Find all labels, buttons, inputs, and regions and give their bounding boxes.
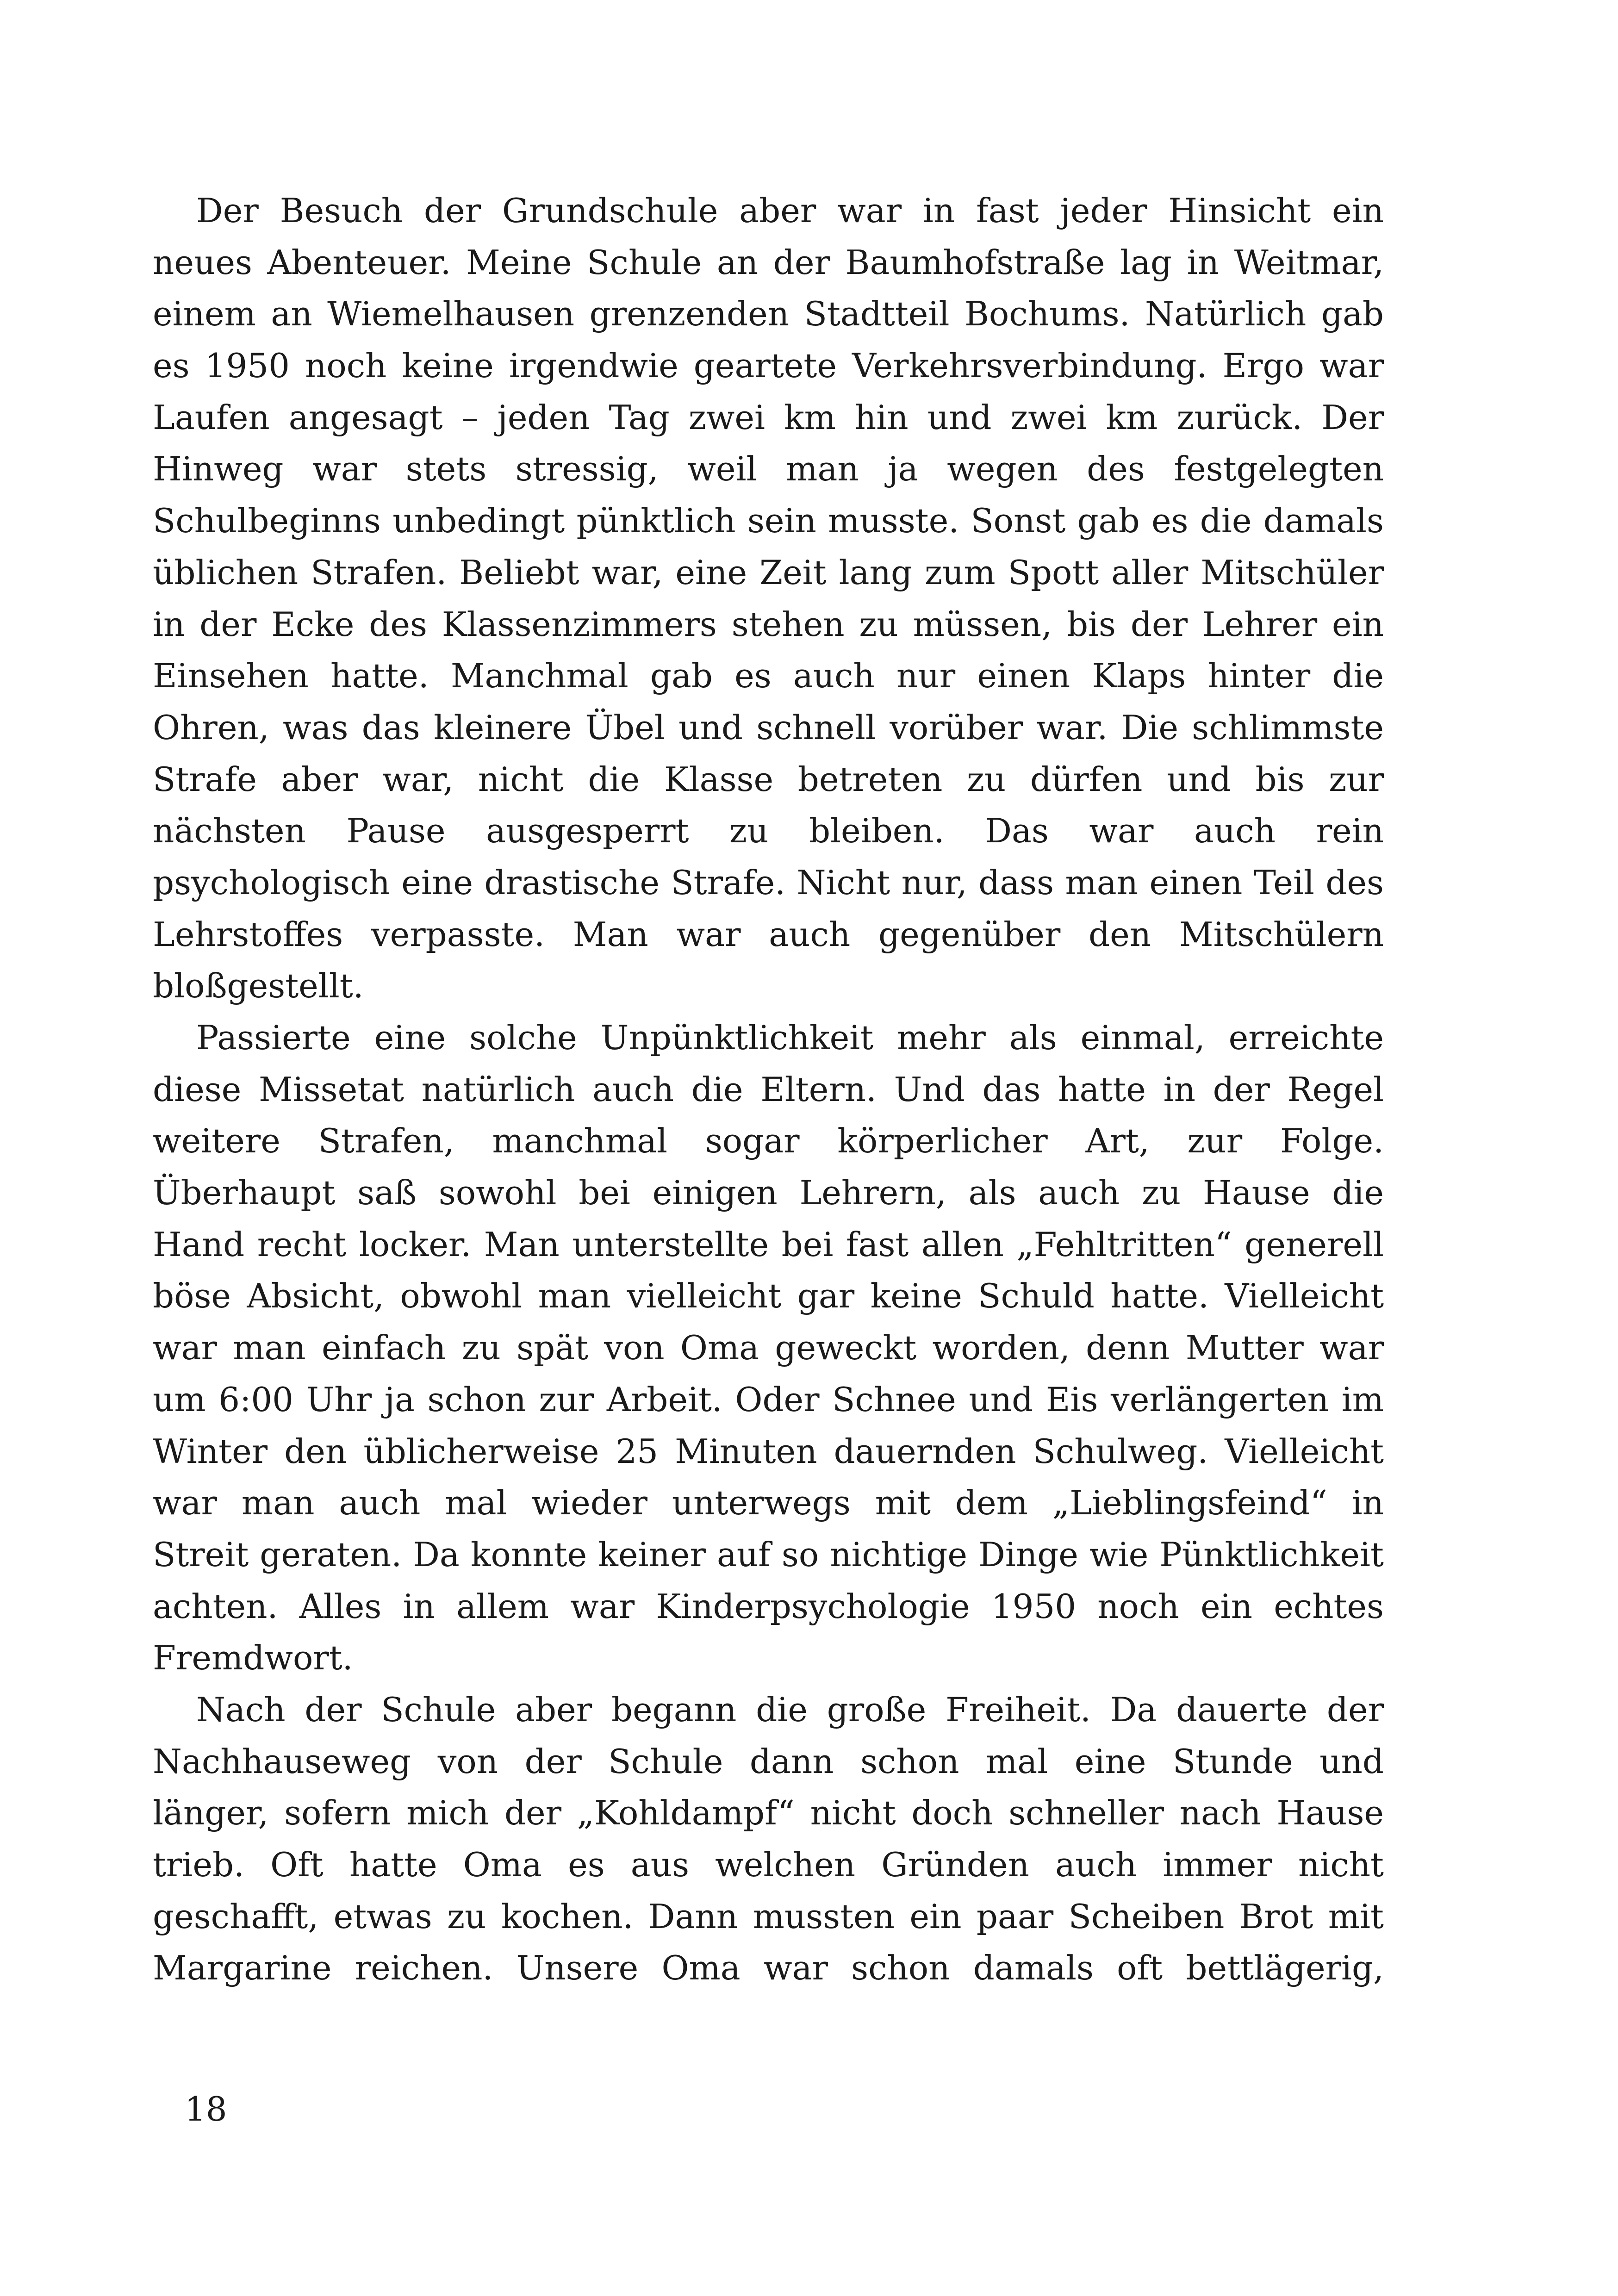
text-line: Schulbeginns unbedingt pünktlich sein musste. Sonst gab es die damals bbox=[153, 501, 1384, 541]
text-line: weitere Strafen, manchmal sogar körperlicher Art, zur Folge. bbox=[153, 1121, 1384, 1161]
text-line: Einsehen hatte. Manchmal gab es auch nur einen Klaps hinter die bbox=[153, 656, 1384, 696]
text-line: Hand recht locker. Man unterstellte bei fast allen „Fehltritten“ generell bbox=[153, 1225, 1384, 1264]
text-line: Streit geraten. Da konnte keiner auf so nichtige Dinge wie Pünktlichkeit bbox=[153, 1535, 1384, 1574]
text-line: einem an Wiemelhausen grenzenden Stadtteil Bochums. Natürlich gab bbox=[153, 294, 1384, 334]
paragraph bbox=[153, 1684, 1384, 1994]
text-line: psychologisch eine drastische Strafe. Nicht nur, dass man einen Teil des bbox=[153, 863, 1384, 902]
text-line: neues Abenteuer. Meine Schule an der Baumhofstraße lag in Weitmar, bbox=[153, 243, 1384, 282]
body-text bbox=[153, 185, 1384, 1994]
text-line: Passierte eine solche Unpünktlichkeit mehr als einmal, erreichte bbox=[196, 1018, 1384, 1057]
text-line: nächsten Pause ausgesperrt zu bleiben. Das war auch rein bbox=[153, 811, 1384, 851]
text-line: in der Ecke des Klassenzimmers stehen zu müssen, bis der Lehrer ein bbox=[153, 604, 1384, 644]
text-line: achten. Alles in allem war Kinderpsychologie 1950 noch ein echtes bbox=[153, 1587, 1384, 1626]
text-line: war man einfach zu spät von Oma geweckt worden, denn Mutter war bbox=[153, 1328, 1384, 1368]
text-line: üblichen Strafen. Beliebt war, eine Zeit lang zum Spott aller Mitschüler bbox=[153, 553, 1384, 592]
paragraph bbox=[153, 185, 1384, 1012]
text-line: diese Missetat natürlich auch die Eltern. Und das hatte in der Regel bbox=[153, 1070, 1384, 1109]
text-line: es 1950 noch keine irgendwie geartete Verkehrsverbindung. Ergo war bbox=[153, 346, 1384, 386]
text-line: Ohren, was das kleinere Übel und schnell vorüber war. Die schlimmste bbox=[153, 708, 1384, 747]
text-line: war man auch mal wieder unterwegs mit dem „Lieblingsfeind“ in bbox=[153, 1483, 1384, 1523]
text-line: Überhaupt saß sowohl bei einigen Lehrern, als auch zu Hause die bbox=[153, 1173, 1384, 1213]
text-line: Margarine reichen. Unsere Oma war schon damals oft bettlägerig, bbox=[153, 1948, 1384, 1988]
text-line: um 6:00 Uhr ja schon zur Arbeit. Oder Schnee und Eis verlängerten im bbox=[153, 1380, 1384, 1419]
text-line: geschafft, etwas zu kochen. Dann mussten ein paar Scheiben Brot mit bbox=[153, 1897, 1384, 1936]
text-line: länger, sofern mich der „Kohldampf“ nicht doch schneller nach Hause bbox=[153, 1793, 1384, 1833]
text-line: Nach der Schule aber begann die große Freiheit. Da dauerte der bbox=[196, 1690, 1384, 1729]
text-line: Winter den üblicherweise 25 Minuten dauernden Schulweg. Vielleicht bbox=[153, 1431, 1384, 1471]
text-line: bloßgestellt. bbox=[153, 966, 364, 1006]
text-line: Laufen angesagt – jeden Tag zwei km hin und zwei km zurück. Der bbox=[153, 398, 1384, 437]
text-line: Nachhauseweg von der Schule dann schon mal eine Stunde und bbox=[153, 1742, 1384, 1781]
text-line: Lehrstoffes verpasste. Man war auch gegenüber den Mitschülern bbox=[153, 915, 1384, 954]
paragraph bbox=[153, 1012, 1384, 1684]
text-line: trieb. Oft hatte Oma es aus welchen Gründen auch immer nicht bbox=[153, 1845, 1384, 1884]
text-line: Der Besuch der Grundschule aber war in fast jeder Hinsicht ein bbox=[196, 191, 1384, 230]
page-number: 18 bbox=[185, 2090, 227, 2128]
text-line: böse Absicht, obwohl man vielleicht gar keine Schuld hatte. Vielleicht bbox=[153, 1276, 1384, 1316]
text-line: Fremdwort. bbox=[153, 1638, 353, 1678]
text-line: Strafe aber war, nicht die Klasse betreten zu dürfen und bis zur bbox=[153, 759, 1384, 799]
text-line: Hinweg war stets stressig, weil man ja wegen des festgelegten bbox=[153, 449, 1384, 489]
